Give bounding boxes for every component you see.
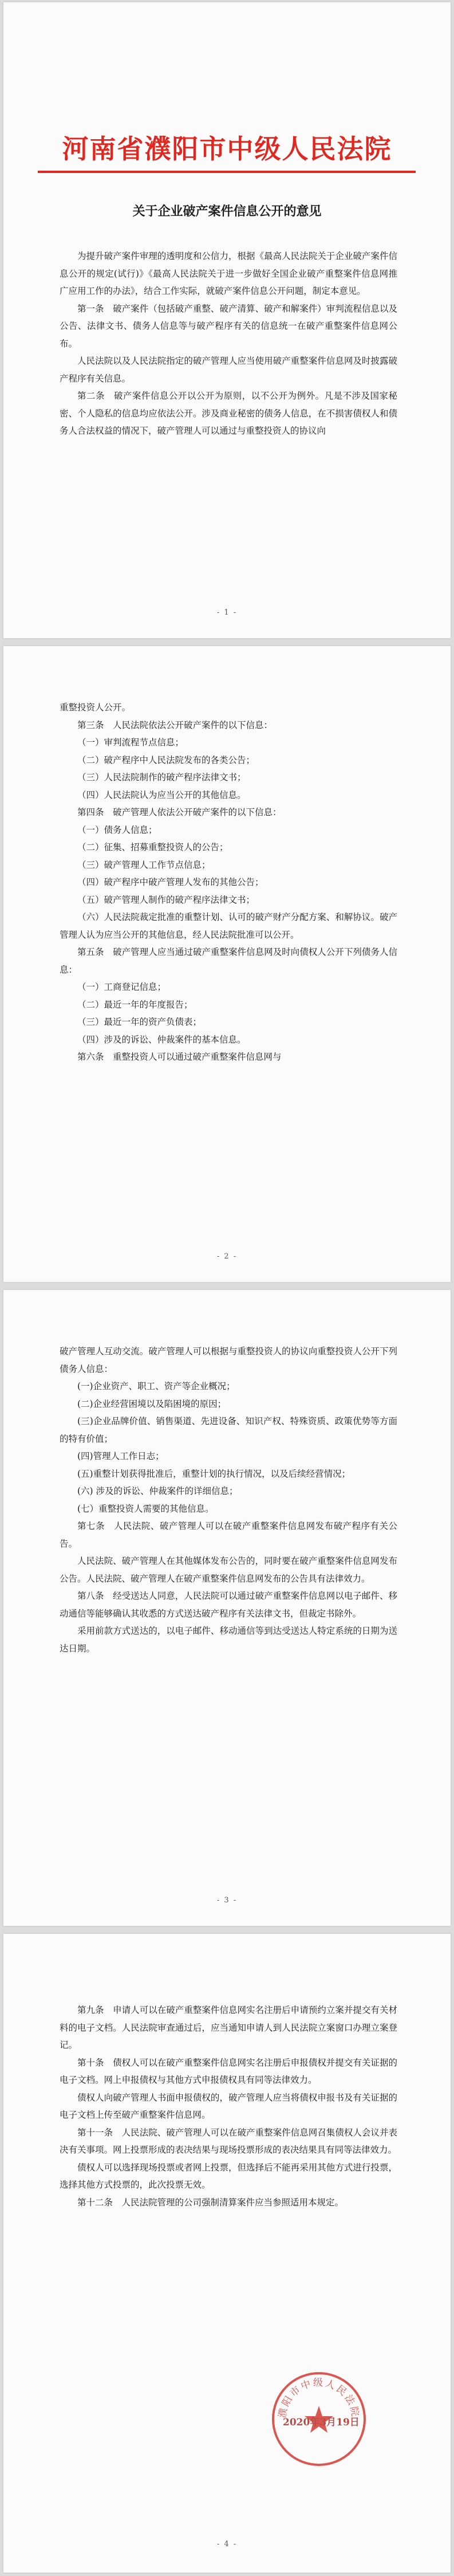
court-red-header: 河南省濮阳市中级人民法院 [62, 135, 392, 164]
article-8-sub-paragraph: 采用前款方式送达的，以电子邮件、移动通信等到达受送达人特定系统的日期为送达日期。 [60, 1626, 397, 1654]
article-7-paragraph: 第七条 人民法院、破产管理人可以在破产重整案件信息网发布破产程序有关公告。 [60, 1521, 397, 1549]
page-2-body [60, 699, 397, 1066]
document-title: 关于企业破产案件信息公开的意见 [132, 204, 322, 219]
preamble-paragraph: 为提升破产案件审理的透明度和公信力，根据《最高人民法院关于企业破产案件信息公开的规定(试行)》《最高人民法院关于进一步做好全国企业破产重整案件信息网推广应用工作的办法》，结合工作实际，就破产案件信息公开问题，制定本意见。 [60, 251, 397, 296]
article-12-paragraph: 第十二条 人民法院管理的公司强制清算案件应当参照适用本规定。 [77, 2197, 344, 2208]
list-item: (四)管理人工作日志； [77, 1451, 164, 1461]
list-item: (五)重整计划获得批准后，重整计划的执行情况，以及后续经营情况； [77, 1468, 351, 1479]
page-number: - 3 - [216, 1896, 238, 1905]
article-1-paragraph: 第一条 破产案件（包括破产重整、破产清算、破产和解案件）审判流程信息以及公告、法律文书、债务人信息等与破产程序有关的信息统一在破产重整案件信息网公布。 [60, 303, 397, 349]
list-item: （三）最近一年的资产负债表； [77, 1017, 202, 1027]
page-4-body [60, 2001, 397, 2211]
article-11-sub-paragraph: 债权人可以选择现场投票或者网上投票，但选择后不能再采用其他方式进行投票，选择其他方式投票的，此次投票无效。 [60, 2162, 397, 2190]
list-item: （一）工商登记信息； [77, 982, 167, 992]
article-9-paragraph: 第九条 申请人可以在破产重整案件信息网实名注册后申请预约立案并提交有关材料的电子文档。人民法院审查通过后，应当通知申请人到人民法院立案窗口办理立案登记。 [60, 2005, 397, 2050]
red-header-divider [38, 171, 416, 173]
article-8-paragraph: 第八条 经受送达人同意，人民法院可以通过破产重整案件信息网以电子邮件、移动通信等能够确认其收悉的方式送达破产程序有关法律文书，但裁定书除外。 [60, 1591, 397, 1619]
page-number: - 1 - [216, 608, 238, 617]
article-10-sub-paragraph: 债权人向破产管理人书面申报债权的，破产管理人应当将债权申报书及有关证据的电子文档上传至破产重整案件信息网。 [60, 2092, 397, 2120]
list-item: (一)企业资产、职工、资产等企业概况； [77, 1381, 235, 1391]
article-2-paragraph: 第二条 破产案件信息公开以公开为原则，以不公开为例外。凡是不涉及国家秘密、个人隐私的信息均应依法公开。涉及商业秘密的债务人信息，在不损害债权人和债务人合法权益的情况下，破产管理人可以通过与重整投资人的协议向 [60, 391, 397, 436]
list-item: （五）破产管理人制作的破产程序法律文书； [77, 894, 255, 905]
continuation-text: 重整投资人公开。 [60, 702, 131, 713]
page-3-body [60, 1343, 397, 1657]
continuation-text: 破产管理人互动交流。破产管理人可以根据与重整投资人的协议向重整投资人公开下列债务人信息： [60, 1346, 397, 1374]
list-item: （三）破产管理人工作节点信息； [77, 859, 211, 870]
article-7-sub-paragraph: 人民法院、破产管理人在其他媒体发布公告的，同时要在破产重整案件信息网发布公告。人民法院、破产管理人在破产重整案件信息网发布的公告具有法律效力。 [60, 1556, 397, 1584]
list-item: （三）人民法院制作的破产程序法律文书； [77, 772, 246, 782]
list-item: （四）涉及的诉讼、仲裁案件的基本信息。 [77, 1034, 246, 1045]
list-item: （二）破产程序中人民法院发布的各类公告； [77, 754, 255, 765]
document-page-2 [3, 646, 451, 1282]
list-item: （一）债务人信息； [77, 824, 157, 835]
list-item: （二）最近一年的年度报告； [77, 999, 193, 1010]
article-5-paragraph: 第五条 破产管理人应当通过破产重整案件信息网及时向债权人公开下列债务人信息： [60, 947, 397, 975]
list-item: （六）人民法院裁定批准的重整计划、认可的破产财产分配方案、和解协议。破产管理人认为应当公开的其他信息，经人民法院批准可以公开。 [60, 912, 397, 940]
article-1-sub-paragraph: 人民法院以及人民法院指定的破产管理人应当使用破产重整案件信息网及时披露破产程序有关信息。 [60, 356, 397, 384]
signoff-block [3, 2362, 451, 2511]
article-11-paragraph: 第十一条 人民法院、破产管理人可以在破产重整案件信息网召集债权人会议并表决有关事项。网上投票形成的表决结果与现场投票形成的表决结果具有同等法律效力。 [60, 2127, 397, 2155]
document-page-3 [3, 1290, 451, 1926]
list-item: （二）征集、招募重整投资人的公告； [77, 842, 228, 852]
svg-text:濮阳市中级人民法院: 濮阳市中级人民法院 [277, 2377, 361, 2419]
article-10-paragraph: 第十条 债权人可以在破产重整案件信息网实名注册后申报债权并提交有关证据的电子文档。网上申报债权与其他方式申报债权具有同等法律效力。 [60, 2057, 397, 2085]
list-item: （四）人民法院认为应当公开的其他信息。 [77, 789, 246, 800]
document-page-1 [3, 2, 451, 638]
signature-date: 2020年3月19日 [283, 2417, 360, 2428]
page-1-body [60, 247, 397, 440]
list-item: (七）重整投资人需要的其他信息。 [77, 1503, 214, 1514]
list-item: (三)企业品牌价值、销售渠道、先进设备、知识产权、特殊资质、政策优势等方面的特有价值； [60, 1416, 397, 1444]
page-number: - 2 - [216, 1252, 238, 1261]
page-number: - 4 - [216, 2540, 238, 2549]
list-item: (二)企业经营困境以及陷困境的原因； [77, 1398, 227, 1409]
document-page-4 [3, 1934, 451, 2573]
article-6-paragraph: 第六条 重整投资人可以通过破产重整案件信息网与 [77, 1052, 282, 1062]
article-4-paragraph: 第四条 破产管理人依法公开破产案件的以下信息： [77, 807, 282, 817]
list-item: (六) 涉及的诉讼、仲裁案件的详细信息； [77, 1486, 238, 1496]
list-item: （一）审判流程节点信息； [77, 737, 184, 748]
list-item: （四）破产程序中破产管理人发布的其他公告； [77, 877, 264, 887]
article-3-paragraph: 第三条 人民法院依法公开破产案件的以下信息： [77, 719, 273, 730]
